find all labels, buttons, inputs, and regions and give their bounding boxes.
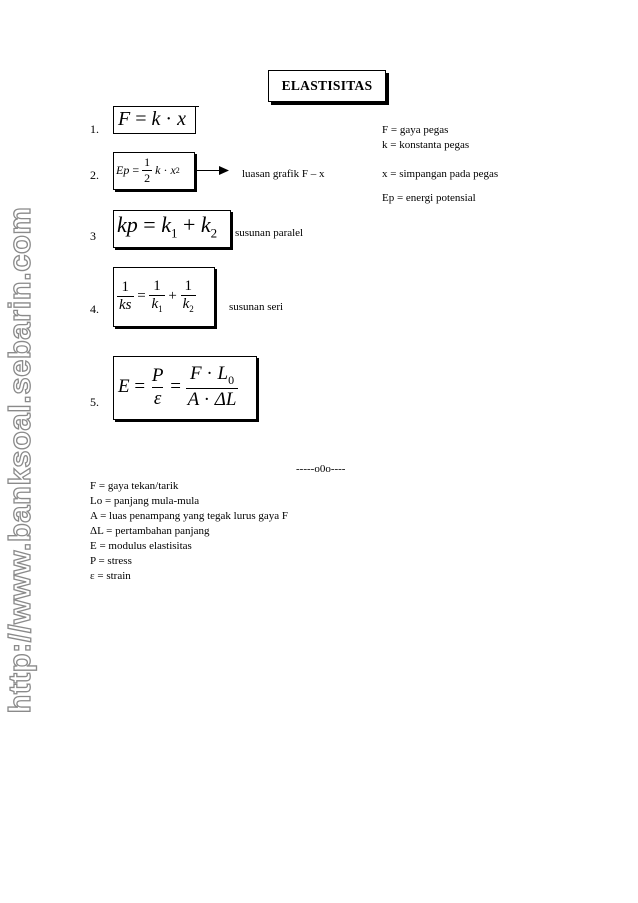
formula-4-eq: =	[137, 287, 146, 304]
formula-3	[117, 212, 217, 241]
formula-5-P: P	[151, 364, 164, 386]
title-box	[268, 70, 386, 102]
formula-4-num-a: 1	[121, 278, 129, 295]
formula-1-leftline	[113, 106, 114, 133]
formula-1-overline	[113, 106, 199, 107]
formula-3-plus: +	[182, 212, 196, 237]
legend-Lo: Lo = panjang mula-mula	[90, 495, 200, 507]
formula-5-eq2: =	[170, 376, 181, 397]
formula-1-F: F	[118, 108, 131, 130]
formula-4-frac-k1	[149, 278, 164, 314]
legend-F: F = gaya tekan/tarik	[90, 480, 179, 492]
def-F: F = gaya pegas	[382, 124, 449, 136]
formula-1-k: k	[151, 108, 161, 130]
formula-4-num-c: 1	[184, 278, 192, 294]
formula-2-sup: 2	[175, 165, 180, 175]
def-Ep: Ep = energi potensial	[382, 192, 476, 204]
separator: -----o0o----	[296, 463, 346, 475]
formula-5-frac-stress	[150, 365, 166, 410]
item-5-number: 5.	[90, 395, 99, 409]
formula-5-L: L	[217, 363, 229, 385]
item-4-note: susunan seri	[229, 301, 284, 313]
item-4-number: 4.	[90, 302, 99, 316]
arrow-shaft	[195, 170, 221, 171]
formula-3-sub2: 2	[210, 225, 218, 241]
formula-1-dot: ·	[165, 108, 173, 130]
def-k: k = konstanta pegas	[382, 139, 470, 151]
formula-2-Ep: Ep	[116, 162, 130, 177]
formula-2-num: 1	[144, 154, 151, 169]
legend-eps: ε = strain	[90, 570, 131, 582]
formula-4-plus: +	[168, 287, 177, 304]
item-1-number: 1.	[90, 122, 99, 136]
formula-2-den: 2	[144, 170, 151, 185]
formula-4-ks: ks	[119, 296, 132, 313]
formula-4-frac-k2	[181, 278, 196, 314]
formula-2-eq: =	[132, 162, 140, 177]
formula-3-eq: =	[143, 212, 156, 237]
formula-2-x: x	[170, 162, 176, 177]
formula-4-frac-ks	[117, 279, 134, 314]
arrow-right-icon	[219, 166, 229, 175]
formula-4-sub1: 1	[158, 304, 163, 314]
legend-A: A = luas penampang yang tegak lurus gaya F	[90, 510, 289, 522]
formula-3-k2: k	[200, 212, 211, 237]
formula-5-dot1: ·	[206, 363, 213, 385]
legend-P: P = stress	[90, 555, 132, 567]
formula-5-sub0: 0	[228, 372, 235, 387]
item-3-note: susunan paralel	[235, 227, 304, 239]
formula-5-dot2: ·	[203, 388, 210, 410]
formula-1	[118, 108, 186, 131]
formula-1-rightline	[195, 106, 196, 134]
def-x: x = simpangan pada pegas	[382, 168, 499, 180]
page-title: ELASTISITAS	[281, 78, 373, 93]
formula-5-A: A	[187, 388, 199, 410]
formula-5-dL: ΔL	[214, 388, 237, 410]
legend-dL: ΔL = pertambahan panjang	[90, 525, 210, 537]
formula-1-eq: =	[135, 108, 147, 130]
watermark-url: http://www.banksoal.sebarin.com	[2, 206, 37, 714]
formula-5	[118, 356, 238, 418]
legend-E: E = modulus elastisitas	[90, 540, 192, 552]
formula-2-k: k	[155, 162, 161, 177]
formula-5-E: E	[118, 376, 130, 397]
formula-1-x: x	[177, 108, 186, 130]
item-3-number: 3	[90, 229, 96, 243]
formula-5-eps: ε	[153, 387, 162, 409]
item-2-note: luasan grafik F – x	[242, 168, 325, 180]
formula-3-k1: k	[161, 212, 171, 237]
formula-3-kp: kp	[117, 212, 138, 237]
formula-3-sub1: 1	[170, 225, 178, 241]
formula-4-k2: k	[182, 296, 190, 312]
item-2-number: 2.	[90, 168, 99, 182]
formula-4	[117, 267, 196, 325]
formula-4-k1: k	[151, 296, 159, 312]
formula-4-sub2: 2	[189, 304, 194, 314]
formula-4-num-b: 1	[153, 278, 161, 294]
formula-1-underline	[113, 133, 195, 134]
formula-2	[116, 152, 180, 188]
formula-2-frac	[142, 155, 152, 186]
formula-2-dot: ·	[163, 162, 168, 177]
formula-5-frac-FL	[186, 363, 239, 411]
formula-5-F: F	[190, 363, 202, 385]
formula-5-eq1: =	[134, 376, 146, 397]
